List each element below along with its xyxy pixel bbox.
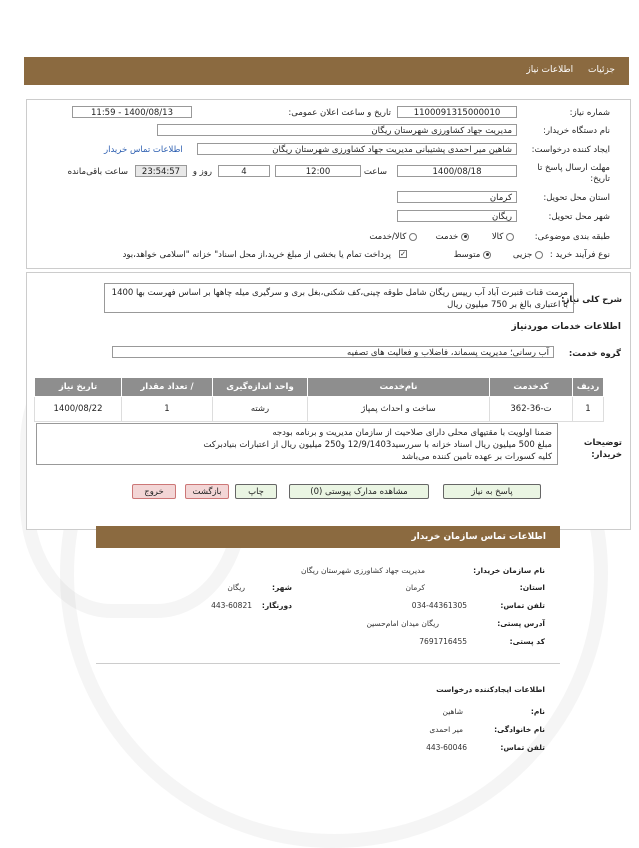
need-number-label: شماره نیاز: — [569, 108, 610, 118]
proc-medium-radio[interactable] — [483, 251, 491, 259]
creator-last-name-label: نام خانوادگی: — [494, 725, 545, 734]
col-date: تاریخ نیاز — [35, 378, 122, 397]
contact-phone: 034-44361305 — [411, 601, 467, 610]
buyer-notes-label: توضیحات خریدار: — [583, 438, 622, 460]
service-group-field: آب رسانی؛ مدیریت پسماند، فاضلاب و فعالیت های تصفیه — [112, 346, 554, 358]
col-code: کد‌خدمت — [490, 378, 573, 397]
cat-service-radio[interactable] — [461, 233, 469, 241]
remaining-time-field: 23:54:57 — [135, 165, 187, 177]
cat-goods-service-text: کالا/خدمت — [369, 232, 407, 242]
breadcrumb-details[interactable]: جزئیات — [588, 65, 615, 75]
cell-date: 1400/08/22 — [35, 397, 122, 422]
announce-label: تاریخ و ساعت اعلان عمومی: — [288, 108, 391, 118]
creator-phone-label: تلفن تماس: — [500, 743, 545, 752]
summary-label: شرح کلی نیاز: — [561, 295, 622, 305]
exit-button[interactable]: خروج — [132, 484, 176, 499]
cat-goods-radio[interactable] — [506, 233, 514, 241]
cat-goods-service-radio[interactable] — [409, 233, 417, 241]
services-table — [34, 377, 604, 422]
buyer-label: نام دستگاه خریدار: — [543, 126, 610, 136]
summary-box — [104, 283, 574, 313]
payment-checkbox[interactable]: ✓ — [400, 250, 406, 258]
breadcrumb — [514, 65, 615, 75]
province-field: کرمان — [397, 191, 517, 203]
deadline-date-field: 1400/08/18 — [397, 165, 517, 177]
back-button[interactable]: بازگشت — [185, 484, 229, 499]
time-label: ساعت — [363, 167, 387, 177]
contact-postal-label: کد پستی: — [509, 637, 545, 646]
col-row: ردیف — [573, 378, 604, 397]
contact-city-label: شهر: — [272, 583, 292, 592]
creator-field: شاهین میر احمدی پشتیبانی مدیریت جهاد کشاورزی شهرستان ریگان — [197, 143, 517, 155]
creator-first-name-label: نام: — [530, 707, 545, 716]
category-label: طبقه بندی موضوعی: — [534, 232, 610, 242]
city-field: ریگان — [397, 210, 517, 222]
buyer-notes-line1: ضمنا اولویت با مقتیهای محلی دارای صلاحیت از سازمان مدیریت و برنامه بودجه — [272, 428, 552, 438]
proc-partial-text: جزیی — [512, 250, 533, 260]
contact-heading: اطلاعات تماس سازمان خریدار — [411, 532, 546, 542]
contact-header — [96, 526, 560, 548]
contact-postal: 7691716455 — [419, 637, 467, 646]
cat-service-option[interactable] — [436, 232, 469, 242]
cell-code: ت-36-362 — [490, 397, 573, 422]
contact-fax: 443-60821 — [211, 601, 252, 610]
breadcrumb-need-info[interactable]: اطلاعات نیاز — [526, 65, 574, 75]
col-unit: واحد اندازه‌گیری — [213, 378, 308, 397]
remaining-label: ساعت باقی‌مانده — [67, 167, 128, 177]
contact-province-label: استان: — [519, 583, 545, 592]
cat-goods-text: کالا — [491, 232, 504, 242]
buyer-contact-link[interactable]: اطلاعات تماس خریدار — [104, 145, 183, 155]
buyer-field: مدیریت جهاد کشاورزی شهرستان ریگان — [157, 124, 517, 136]
cat-goods-option[interactable] — [492, 232, 514, 242]
print-button[interactable]: چاپ — [235, 484, 277, 499]
deadline-label: مهلت ارسال پاسخ تا تاریخ: — [537, 163, 610, 184]
days-field: 4 — [218, 165, 270, 177]
buyer-notes-line2: مبلغ 500 میلیون ریال اسناد خزانه با سررسید12/9/1403 و250 میلیون ریال از اعتبارات بنیادبرکت — [203, 440, 552, 450]
col-name: نام‌خدمت — [308, 378, 490, 397]
proc-partial-option[interactable] — [513, 250, 543, 260]
cat-goods-service-option[interactable] — [369, 232, 417, 242]
contact-address-label: آدرس پستی: — [497, 619, 545, 628]
cell-unit: رشته — [213, 397, 308, 422]
cat-service-text: خدمت — [435, 232, 459, 242]
proc-medium-text: متوسط — [453, 250, 481, 260]
table-header-row — [35, 378, 604, 397]
need-number-field: 1100091315000010 — [397, 106, 517, 118]
header-bar — [24, 57, 629, 85]
summary-text: مرمت قنات قنبرت آباد آب رییس ریگان شامل طوقه چینی،کف شکنی،بغل بری و سرگیری میله چاهها بر اساس فهرست بها 1400 با اعتباری بالغ بر 750 میلیون ریال — [111, 288, 568, 310]
table-row — [35, 397, 604, 422]
proc-partial-radio[interactable] — [535, 251, 543, 259]
creator-last-name: میر احمدی — [429, 725, 463, 734]
contact-city: ریگان — [227, 583, 245, 592]
contact-divider — [96, 663, 560, 664]
deadline-time-field: 12:00 — [275, 165, 361, 177]
creator-first-name: شاهین — [442, 707, 463, 716]
process-label: نوع فرآیند خرید : — [549, 250, 610, 260]
contact-buyer-name-label: نام سازمان خریدار: — [473, 566, 545, 575]
buyer-notes-line3: کلیه کسورات بر عهده تامین کننده می‌باشد — [401, 452, 552, 462]
col-qty: / تعداد مقدار — [122, 378, 213, 397]
contact-buyer-name: مدیریت جهاد کشاورزی شهرستان ریگان — [300, 566, 425, 575]
cell-name: ساخت و احداث پمپاژ — [308, 397, 490, 422]
buyer-notes-box — [36, 423, 558, 465]
proc-medium-option[interactable] — [454, 250, 491, 260]
cell-qty: 1 — [122, 397, 213, 422]
service-group-label: گروه خدمت: — [568, 349, 621, 359]
creator-label: ایجاد کننده درخواست: — [531, 145, 610, 155]
city-label: شهر محل تحویل: — [548, 212, 610, 222]
cell-row: 1 — [573, 397, 604, 422]
contact-phone-label: تلفن تماس: — [500, 601, 545, 610]
attachments-button[interactable]: مشاهده مدارک پیوستی (0) — [289, 484, 429, 499]
day-label: روز و — [192, 167, 212, 177]
payment-note: پرداخت تمام یا بخشی از مبلغ خرید،از محل اسناد" خزانه "اسلامی خواهد،بود — [122, 250, 391, 260]
creator-phone: 443-60046 — [426, 743, 467, 752]
contact-address: ریگان میدان امام‌حسین — [366, 619, 439, 628]
reply-button[interactable]: پاسخ به نیاز — [443, 484, 541, 499]
contact-province: کرمان — [405, 583, 425, 592]
province-label: استان محل تحویل: — [543, 193, 610, 203]
contact-fax-label: دورنگار: — [261, 601, 292, 610]
announce-field: 1400/08/13 - 11:59 — [72, 106, 192, 118]
creator-heading: اطلاعات ایجاد‌کننده درخواست — [436, 685, 545, 694]
services-heading: اطلاعات خدمات مورد‌نیاز — [511, 322, 621, 332]
